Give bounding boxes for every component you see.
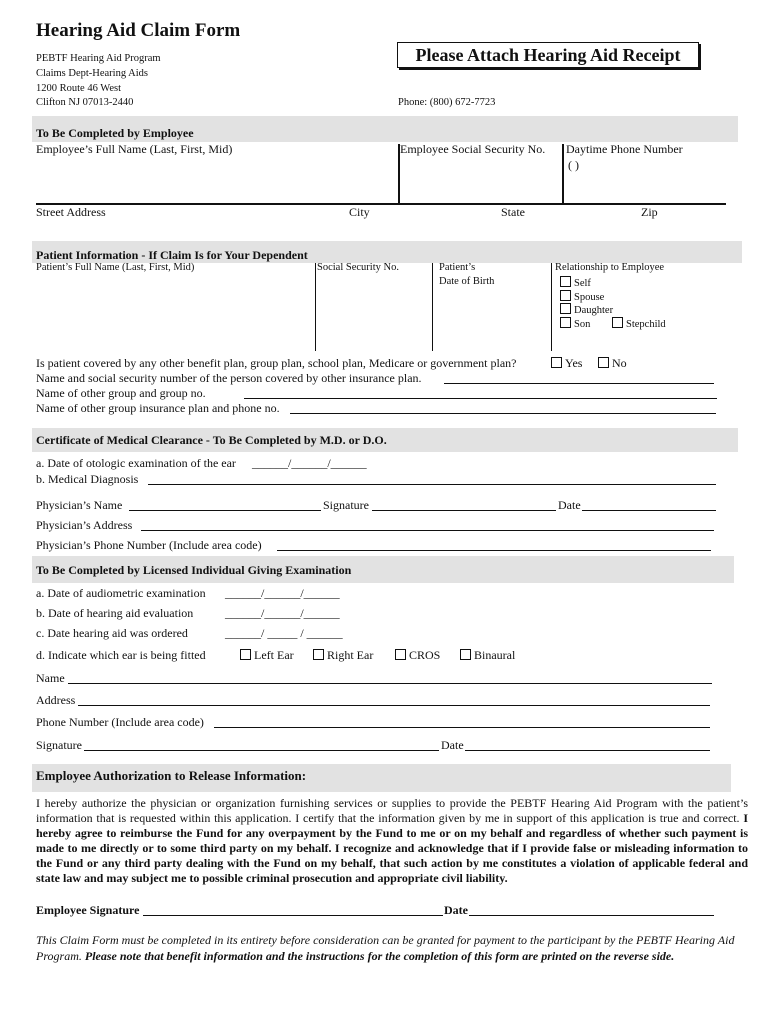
hearing-aid-ordered-date-field[interactable]: ______/ _____ / ______ [225, 626, 343, 640]
physician-signature-label: Signature [323, 498, 369, 512]
employee-name-label: Employee’s Full Name (Last, First, Mid) [36, 142, 233, 156]
city-label: City [349, 205, 370, 219]
employee-section-heading: To Be Completed by Employee [36, 126, 194, 140]
physician-address-label: Physician’s Address [36, 518, 133, 532]
other-plan-phone-label: Name of other group insurance plan and phone no. [36, 401, 280, 415]
checkbox-icon[interactable] [313, 649, 324, 660]
patient-dob-field[interactable] [436, 292, 546, 348]
footer-italic-text: This Claim Form must be completed in its entirety before consideration can be granted for payment to the participant by the PEBTF Hearing Aid Program. [36, 933, 735, 963]
exam-section-heading: To Be Completed by Licensed Individual Giving Examination [36, 563, 352, 577]
patient-section-heading: Patient Information - If Claim Is for Your Dependent [36, 248, 308, 262]
checkbox-icon[interactable] [560, 276, 571, 287]
checkbox-icon[interactable] [551, 357, 562, 368]
form-title: Hearing Aid Claim Form [36, 20, 241, 41]
option-label: Stepchild [626, 319, 666, 330]
examiner-signature-field[interactable] [84, 750, 439, 751]
divider [315, 263, 316, 351]
relationship-stepchild-option[interactable] [612, 317, 666, 330]
checkbox-icon[interactable] [612, 317, 623, 328]
other-plan-phone-field[interactable] [290, 413, 716, 414]
examiner-address-label: Address [36, 693, 76, 707]
patient-ssn-label: Social Security No. [317, 262, 399, 273]
footer-note [36, 932, 748, 964]
physician-phone-label: Physician’s Phone Number (Include area code) [36, 538, 262, 552]
examiner-date-label: Date [441, 738, 464, 752]
checkbox-icon[interactable] [460, 649, 471, 660]
patient-ssn-field[interactable] [318, 278, 428, 348]
right-ear-option[interactable] [313, 648, 373, 663]
zip-label: Zip [641, 205, 658, 219]
hearing-aid-ordered-label: c. Date hearing aid was ordered [36, 626, 188, 640]
checkbox-icon[interactable] [240, 649, 251, 660]
employee-ssn-field[interactable] [402, 158, 560, 200]
option-label: Self [574, 278, 591, 289]
daytime-phone-field[interactable] [566, 172, 726, 200]
option-label: Right Ear [327, 648, 374, 662]
address-line-3: 1200 Route 46 West [36, 83, 121, 94]
relationship-self-option[interactable] [560, 276, 591, 289]
state-label: State [501, 205, 525, 219]
patient-section-bar [32, 241, 742, 263]
checkbox-icon[interactable] [598, 357, 609, 368]
ear-fitted-label: d. Indicate which ear is being fitted [36, 648, 206, 662]
physician-address-field[interactable] [141, 530, 714, 531]
left-ear-option[interactable] [240, 648, 294, 663]
examiner-name-field[interactable] [68, 683, 712, 684]
divider [432, 263, 433, 351]
physician-date-label: Date [558, 498, 581, 512]
daytime-phone-label: Daytime Phone Number [566, 142, 683, 156]
checkbox-icon[interactable] [395, 649, 406, 660]
footer-bold-text: Please note that benefit information and the instructions for the completion of this form are printed on the reverse side. [84, 949, 675, 963]
examiner-address-field[interactable] [78, 705, 710, 706]
authorization-text [36, 796, 748, 886]
employee-section-bar [32, 116, 738, 142]
authorization-bold-text: I hereby agree to reimburse the Fund for any overpayment by the Fund to me or on my behalf and regardless of whether such payment is made to me directly or to some third party on my behalf. I recognize and acknowledge that if I provide false or misleading information to the Fund or any third party dealing with the Fund on my behalf, that such action by me constitutes a violation of applicable federal and state law and may subject me to possible criminal prosecution and appropriate civil liability. [36, 811, 748, 885]
other-plan-question: Is patient covered by any other benefit plan, group plan, school plan, Medicare or government plan? [36, 356, 517, 370]
no-label: No [612, 356, 627, 370]
medical-section-heading: Certificate of Medical Clearance - To Be Completed by M.D. or D.O. [36, 433, 387, 447]
divider [36, 203, 726, 205]
medical-diagnosis-field[interactable] [148, 484, 716, 485]
relationship-spouse-option[interactable] [560, 290, 604, 303]
option-label: Son [574, 319, 591, 330]
other-insured-name-field[interactable] [444, 383, 714, 384]
physician-signature-field[interactable] [372, 510, 556, 511]
other-group-field[interactable] [244, 398, 717, 399]
patient-dob-label-2: Date of Birth [439, 276, 495, 287]
other-insured-name-label: Name and social security number of the person covered by other insurance plan. [36, 371, 422, 385]
examiner-phone-label: Phone Number (Include area code) [36, 715, 204, 729]
audiometric-exam-label: a. Date of audiometric examination [36, 586, 206, 600]
employee-signature-field[interactable] [143, 915, 443, 916]
physician-phone-field[interactable] [277, 550, 711, 551]
yes-label: Yes [565, 356, 583, 370]
physician-date-field[interactable] [582, 510, 716, 511]
other-plan-no[interactable] [598, 356, 627, 371]
daytime-phone-parens: ( ) [568, 158, 579, 172]
employee-signature-label: Employee Signature [36, 903, 140, 917]
examiner-signature-label: Signature [36, 738, 82, 752]
phone-number: Phone: (800) 672-7723 [398, 97, 496, 108]
divider [551, 263, 552, 351]
audiometric-exam-date-field[interactable]: ______/______/______ [225, 586, 340, 600]
patient-name-label: Patient’s Full Name (Last, First, Mid) [36, 262, 195, 273]
address-line-1: PEBTF Hearing Aid Program [36, 53, 161, 64]
option-label: Daughter [574, 305, 614, 316]
employee-name-field[interactable] [36, 158, 396, 200]
employee-ssn-label: Employee Social Security No. [400, 142, 546, 156]
employee-date-label: Date [444, 903, 468, 917]
hearing-aid-evaluation-label: b. Date of hearing aid evaluation [36, 606, 194, 620]
physician-name-field[interactable] [129, 510, 321, 511]
binaural-option[interactable] [460, 648, 515, 663]
medical-diagnosis-label: b. Medical Diagnosis [36, 472, 139, 486]
examiner-phone-field[interactable] [214, 727, 710, 728]
attach-receipt-notice: Please Attach Hearing Aid Receipt [397, 42, 699, 68]
option-label: CROS [409, 648, 441, 662]
physician-name-label: Physician’s Name [36, 498, 123, 512]
patient-name-field[interactable] [36, 278, 312, 348]
address-line-2: Claims Dept-Hearing Aids [36, 68, 148, 79]
examiner-date-field[interactable] [465, 750, 710, 751]
authorization-section-bar [32, 764, 731, 792]
cros-option[interactable] [395, 648, 440, 663]
checkbox-icon[interactable] [560, 303, 571, 314]
option-label: Spouse [574, 292, 605, 303]
other-group-label: Name of other group and group no. [36, 386, 206, 400]
checkbox-icon[interactable] [560, 290, 571, 301]
other-plan-yes[interactable] [551, 356, 582, 371]
employee-date-field[interactable] [469, 915, 714, 916]
address-line-4: Clifton NJ 07013-2440 [36, 97, 134, 108]
exam-section-bar [32, 556, 734, 583]
street-address-label: Street Address [36, 205, 106, 219]
otologic-exam-date-field[interactable]: ______/______/______ [252, 456, 367, 470]
relationship-son-option[interactable] [560, 317, 590, 330]
examiner-name-label: Name [36, 671, 65, 685]
authorization-normal-text: I hereby authorize the physician or organization furnishing services or supplies to provide the PEBTF Hearing Aid Program with the patient’s information that is requested within this application. I certify that the information given by me in support of this application is true and correct. [36, 796, 748, 825]
patient-dob-label-1: Patient’s [439, 262, 476, 273]
otologic-exam-label: a. Date of otologic examination of the ear [36, 456, 236, 470]
option-label: Left Ear [254, 648, 294, 662]
relationship-label: Relationship to Employee [555, 262, 665, 273]
relationship-daughter-option[interactable] [560, 303, 613, 316]
authorization-heading: Employee Authorization to Release Information: [36, 768, 307, 783]
checkbox-icon[interactable] [560, 317, 571, 328]
option-label: Binaural [474, 648, 516, 662]
divider [562, 144, 564, 204]
medical-section-bar [32, 428, 738, 452]
hearing-aid-evaluation-date-field[interactable]: ______/______/______ [225, 606, 340, 620]
